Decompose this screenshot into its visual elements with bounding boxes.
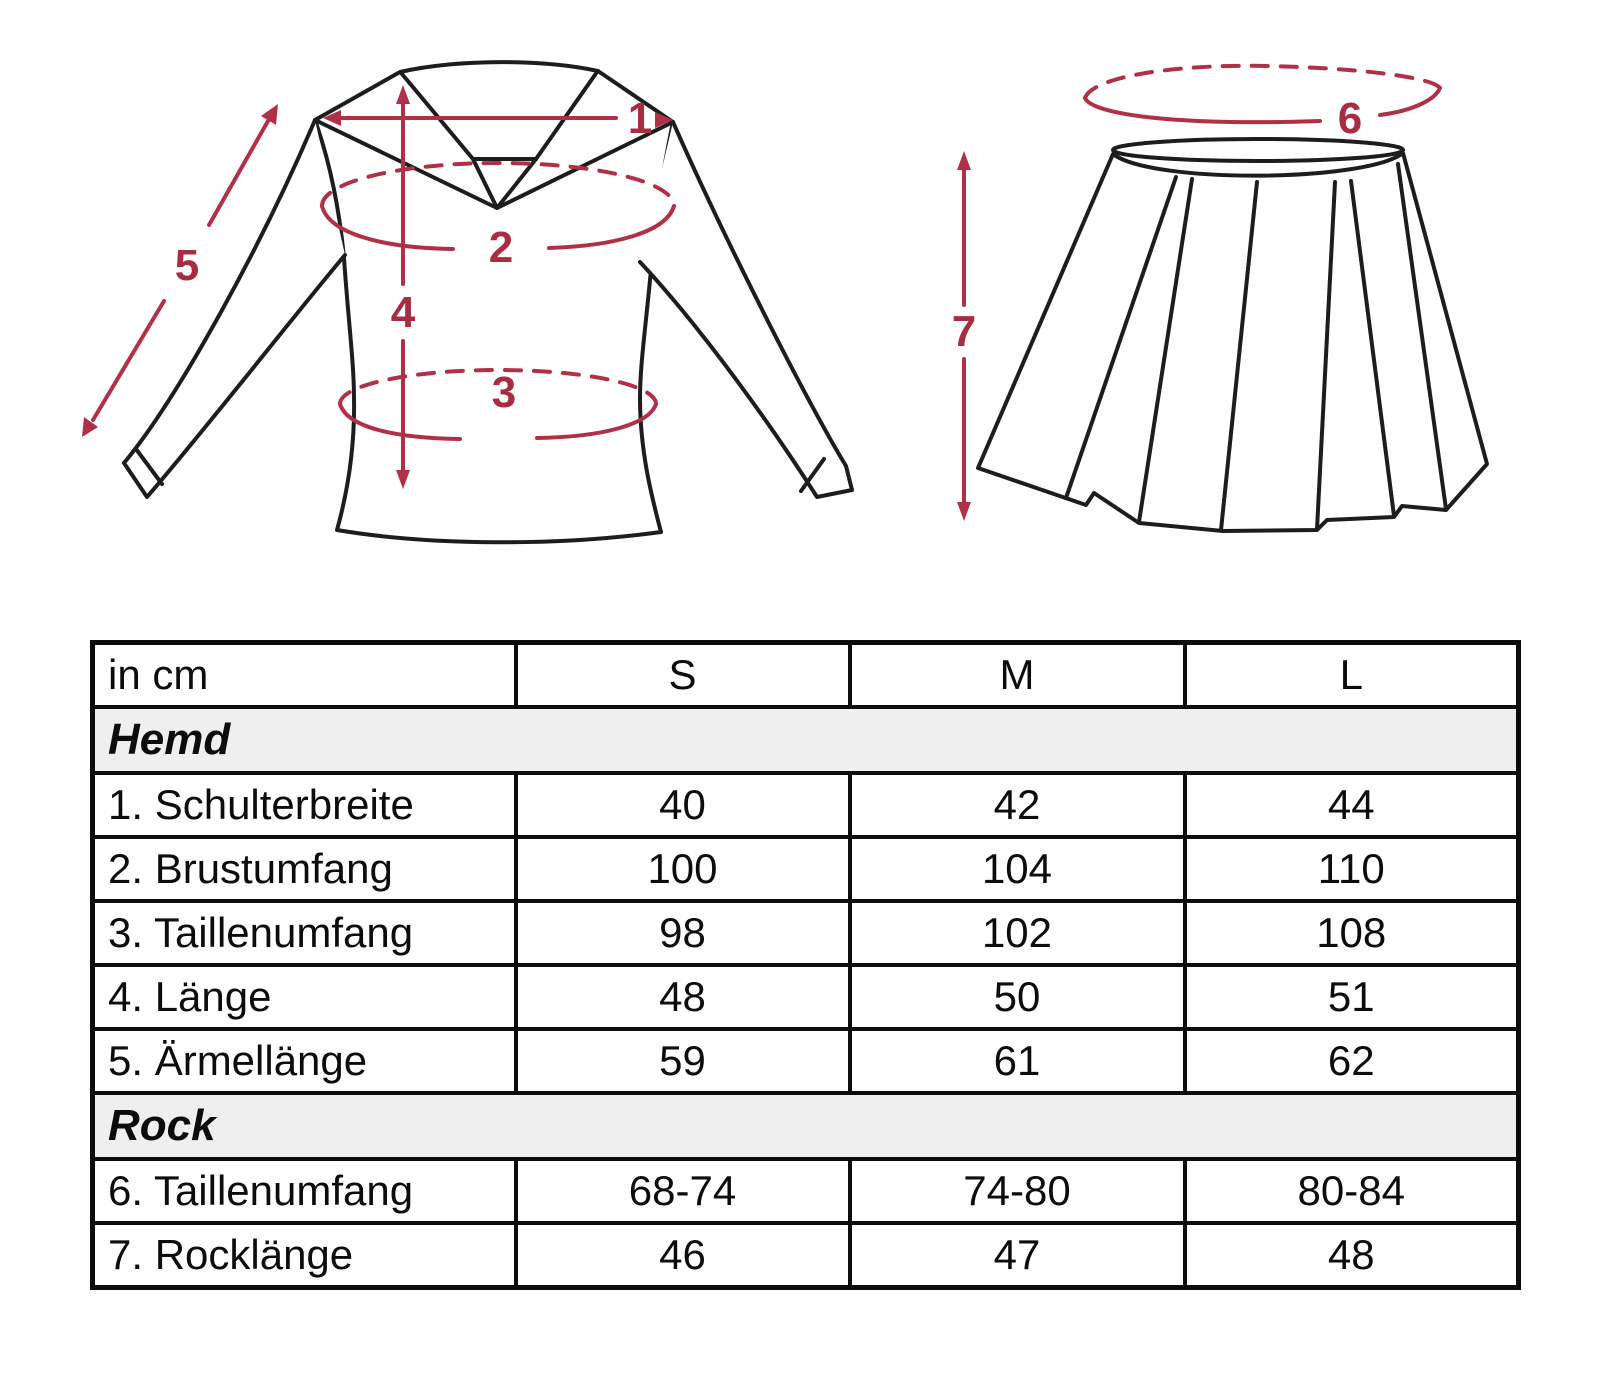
skirt-drawing [978,139,1487,531]
skirt-waist-ellipse-dashed [1085,66,1440,98]
row-value-m: 50 [850,965,1185,1029]
row-value-s: 46 [516,1223,850,1288]
row-value-m: 74-80 [850,1159,1185,1223]
section-label-hemd: Hemd [93,707,1519,773]
skirt-length-measure-label: 7 [951,307,977,356]
row-value-m: 47 [850,1223,1185,1288]
shirt-chest-measure-label: 2 [488,223,514,272]
row-value-l: 108 [1185,901,1519,965]
table-row [93,1159,1519,1223]
row-value-m: 102 [850,901,1185,965]
row-value-s: 40 [516,773,850,837]
row-value-m: 104 [850,837,1185,901]
row-value-s: 68-74 [516,1159,850,1223]
row-label: 4. Länge [93,965,516,1029]
table-row [93,965,1519,1029]
unit-header-cell: in cm [93,643,516,708]
skirt-arrowhead-down [957,502,971,521]
shirt-waist-measure-label: 3 [491,368,517,417]
row-value-l: 80-84 [1185,1159,1519,1223]
shirt-right-sleeve [640,122,852,497]
row-label: 3. Taillenumfang [93,901,516,965]
sleeve-length-arrow-top [209,121,268,225]
row-label: 1. Schulterbreite [93,773,516,837]
shirt-shoulder-measure-label: 1 [627,94,653,143]
size-table [90,640,1521,1290]
row-value-l: 110 [1185,837,1519,901]
row-value-s: 59 [516,1029,850,1093]
skirt-arrowhead-up [957,151,971,170]
row-value-m: 61 [850,1029,1185,1093]
section-label-rock: Rock [93,1093,1519,1159]
row-label: 2. Brustumfang [93,837,516,901]
row-value-l: 62 [1185,1029,1519,1093]
row-value-s: 98 [516,901,850,965]
row-label: 7. Rocklänge [93,1223,516,1288]
shirt-drawing [124,62,852,542]
row-label: 6. Taillenumfang [93,1159,516,1223]
size-header-l: L [1185,643,1519,708]
row-value-m: 42 [850,773,1185,837]
size-header-s: S [516,643,850,708]
sleeve-arrowhead-bottom [82,417,98,437]
table-row [93,773,1519,837]
row-value-l: 51 [1185,965,1519,1029]
skirt-waist-ellipse-left [1085,98,1320,122]
size-header-m: M [850,643,1185,708]
table-header-row [93,643,1519,708]
table-row [93,837,1519,901]
table-row [93,1029,1519,1093]
skirt-waist-ellipse-right [1380,88,1440,115]
shirt-body-outline [315,62,673,542]
section-row-hemd [93,707,1519,773]
row-value-s: 100 [516,837,850,901]
row-value-l: 44 [1185,773,1519,837]
row-label: 5. Ärmellänge [93,1029,516,1093]
row-value-s: 48 [516,965,850,1029]
table-row [93,1223,1519,1288]
row-value-l: 48 [1185,1223,1519,1288]
shirt-sleeve-measure-label: 5 [174,241,200,290]
table-row [93,901,1519,965]
sleeve-length-arrow-bottom [93,301,164,420]
section-row-rock [93,1093,1519,1159]
shirt-length-measure-label: 4 [390,288,416,337]
measurement-diagram [0,0,1606,612]
skirt-body-outline [978,153,1487,531]
skirt-waist-measure-label: 6 [1337,94,1363,143]
